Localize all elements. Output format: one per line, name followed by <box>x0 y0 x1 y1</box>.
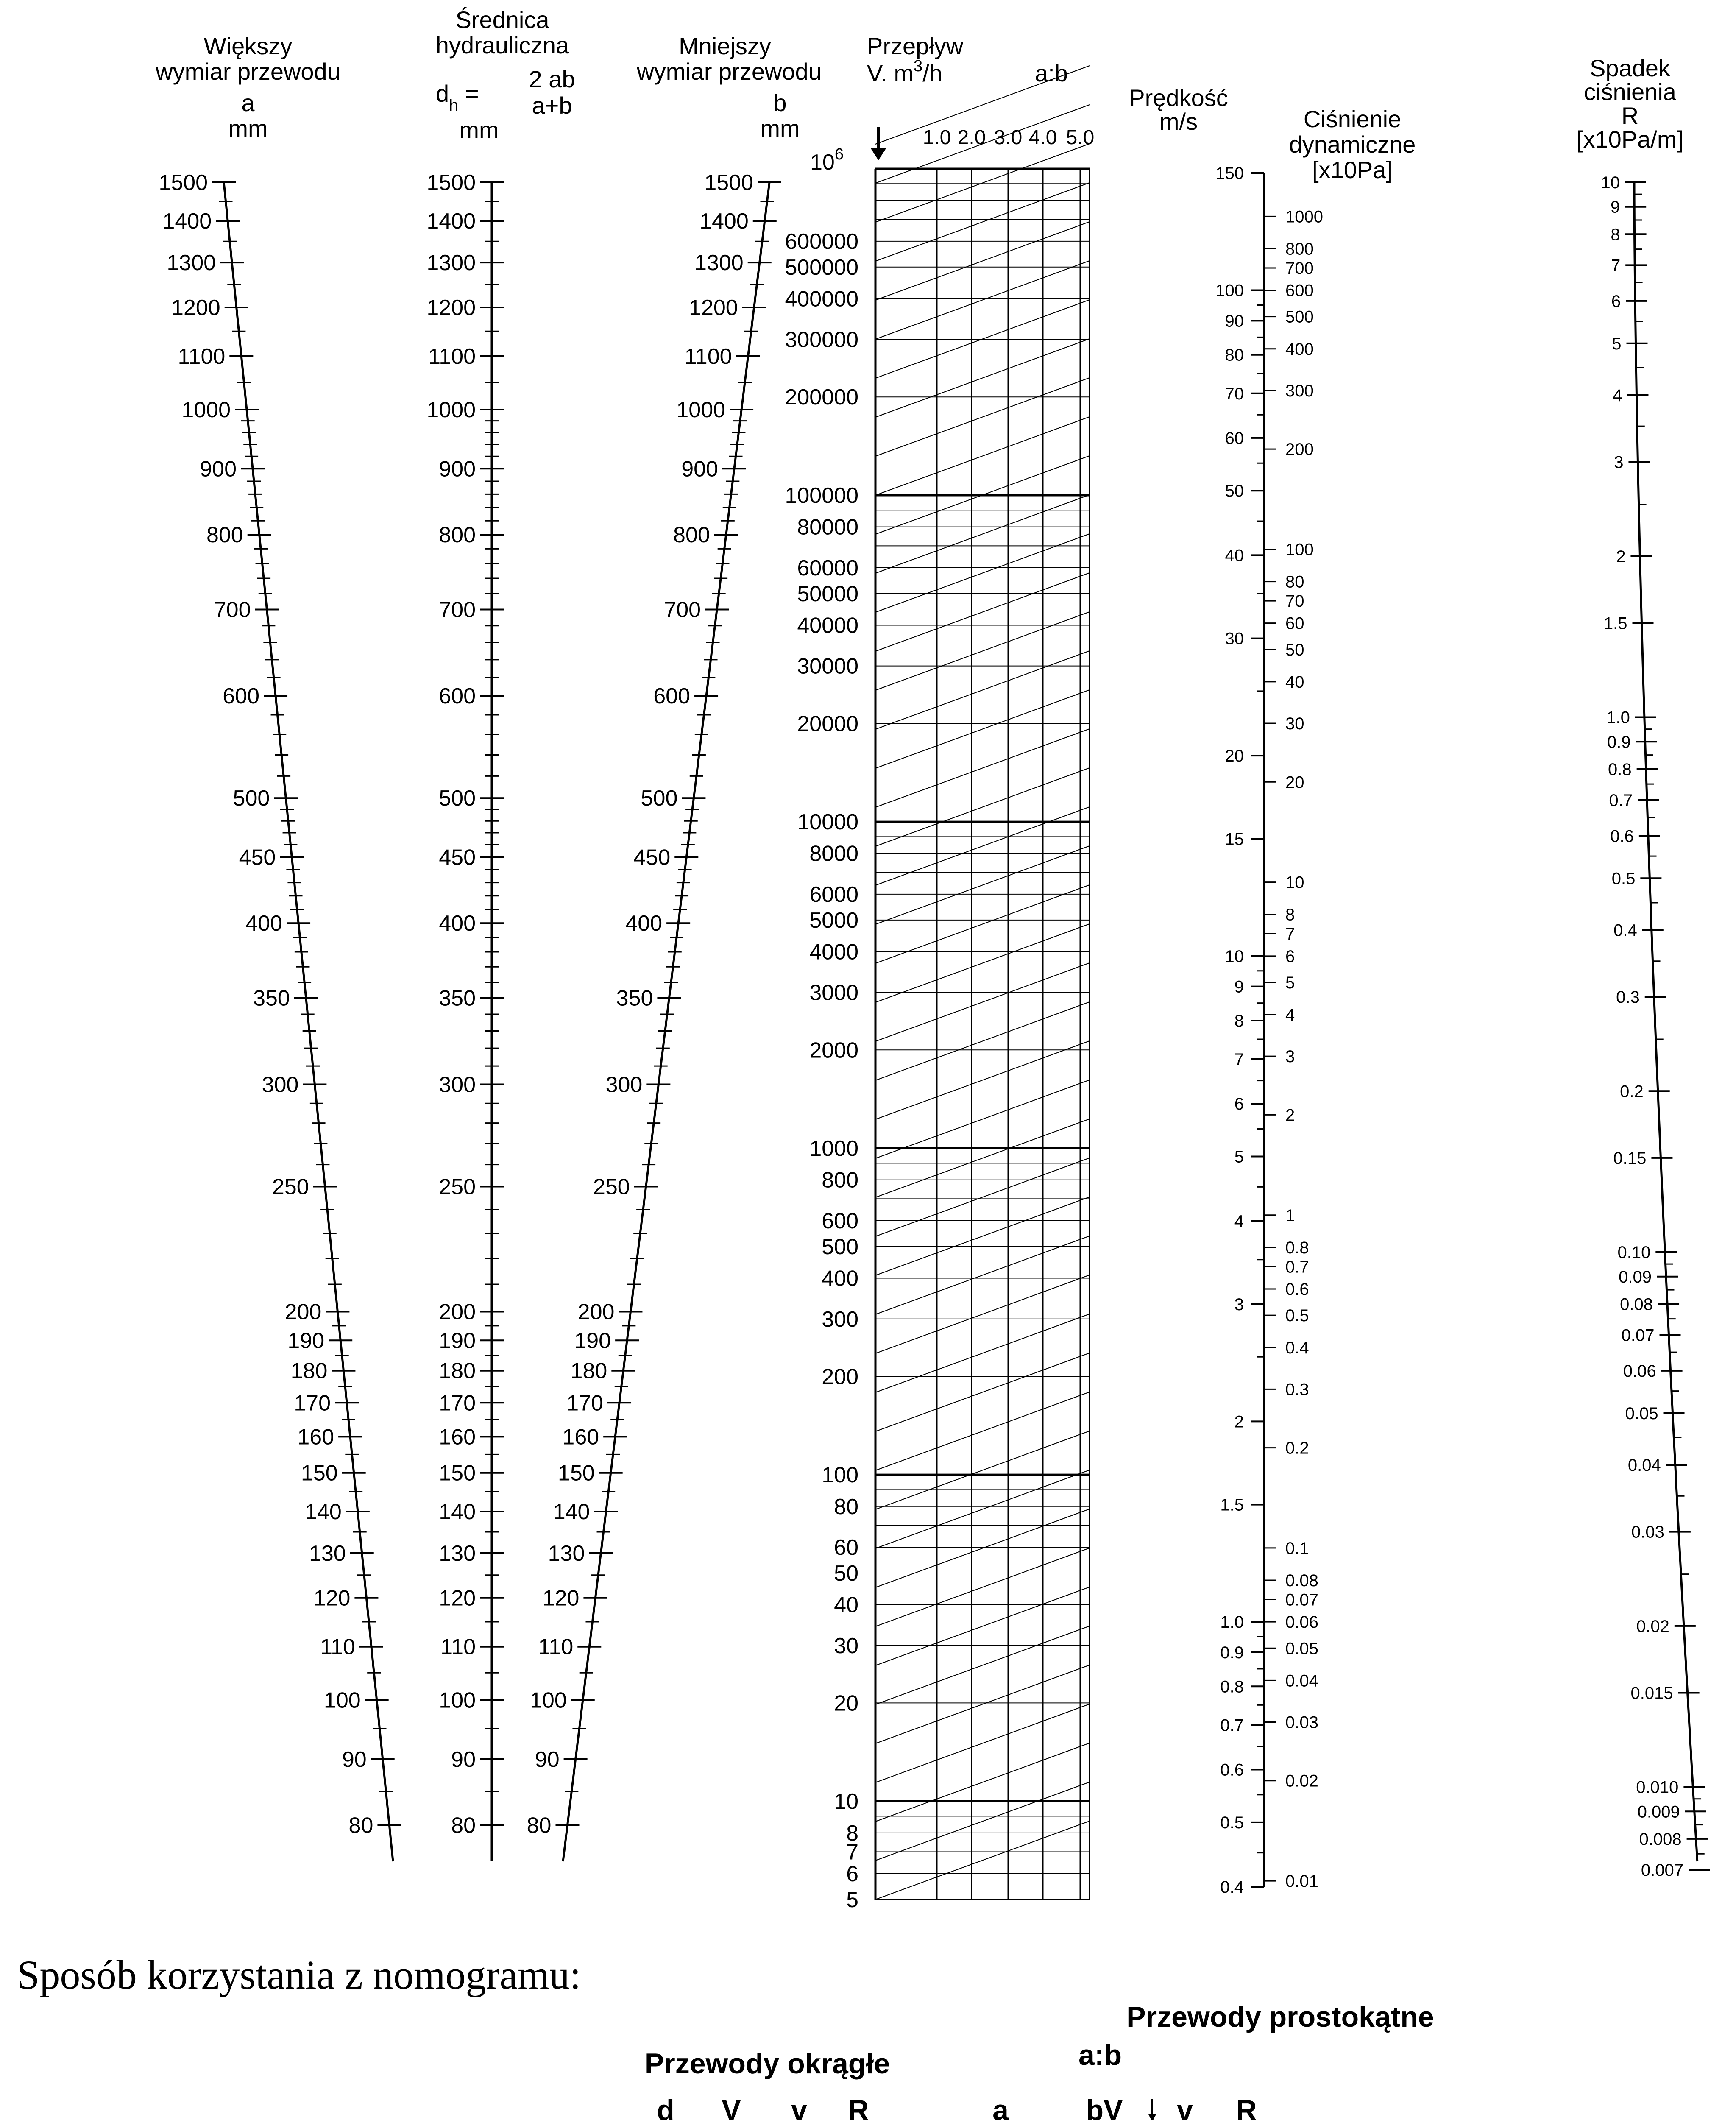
velocity-tick-label: 100 <box>1215 281 1244 300</box>
a-tick-label: 150 <box>301 1461 338 1486</box>
rect-ducts-subtitle: a:b <box>1078 2039 1122 2071</box>
b-tick-label: 250 <box>593 1174 630 1199</box>
drop-tick-label: 3 <box>1614 453 1624 472</box>
b-tick-label: 700 <box>664 597 701 622</box>
svg-text:a+b: a+b <box>532 92 572 119</box>
dh-tick-label: 350 <box>439 986 476 1011</box>
svg-text:[x10Pa]: [x10Pa] <box>1312 156 1393 183</box>
pressure-tick-label: 0.7 <box>1285 1258 1309 1277</box>
svg-text:dh =: $d_h$ = <box>436 80 479 115</box>
a-tick-label: 160 <box>297 1425 334 1450</box>
flow-tick-label: 50 <box>834 1561 858 1586</box>
a-tick-label: 1200 <box>171 295 220 320</box>
b-tick-label: 450 <box>633 845 671 870</box>
flow-tick-label: 10000 <box>797 810 858 835</box>
flow-tick-label: 300000 <box>785 327 858 352</box>
drop-tick-label: 6 <box>1611 292 1621 311</box>
a-tick-label: 90 <box>342 1747 367 1772</box>
dh-tick-label: 900 <box>439 457 476 482</box>
dh-tick-label: 1000 <box>426 397 476 422</box>
flow-tick-label: 400 <box>822 1266 858 1291</box>
dh-tick-label: 700 <box>439 597 476 622</box>
pressure-tick-label: 8 <box>1285 905 1295 924</box>
velocity-tick-label: 150 <box>1215 164 1244 183</box>
dh-tick-label: 100 <box>439 1688 476 1713</box>
dh-tick-label: 140 <box>439 1499 476 1524</box>
drop-tick-label: 0.05 <box>1625 1404 1658 1423</box>
pressure-tick-label: 0.07 <box>1285 1590 1318 1610</box>
ratio-labels <box>923 126 1095 149</box>
a-tick-label: 1100 <box>178 344 226 369</box>
velocity-tick-label: 0.4 <box>1220 1878 1244 1897</box>
svg-text:Mniejszy: Mniejszy <box>679 33 771 59</box>
flow-tick-label: 100000 <box>785 483 858 508</box>
flow-tick-label: 5000 <box>809 908 858 933</box>
a-tick-label: 180 <box>290 1358 328 1384</box>
b-tick-label: 300 <box>605 1072 643 1097</box>
ratio-label: 2.0 <box>957 126 986 149</box>
velocity-tick-label: 1.5 <box>1220 1495 1244 1515</box>
pressure-tick-label: 0.03 <box>1285 1713 1318 1732</box>
header-dynamic-pressure <box>1289 106 1416 183</box>
b-axis-line <box>563 182 769 1861</box>
flow-tick-label: 60 <box>834 1535 858 1560</box>
pressure-tick-label: 4 <box>1285 1006 1295 1025</box>
drop-tick-label: 4 <box>1613 386 1622 405</box>
flow-tick-label: 100 <box>822 1463 858 1488</box>
scale-labels <box>159 164 1683 1912</box>
dh-tick-label: 800 <box>439 522 476 547</box>
velocity-tick-label: 10 <box>1225 947 1244 966</box>
velocity-tick-label: 0.9 <box>1220 1643 1244 1662</box>
b-tick-label: 200 <box>577 1300 615 1325</box>
pressure-tick-label: 20 <box>1285 773 1304 792</box>
rect-ducts-labels <box>992 2094 1257 2120</box>
flow-tick-label: 8000 <box>809 841 858 866</box>
drop-tick-label: 7 <box>1611 256 1621 275</box>
svg-text:R: R <box>848 2094 869 2120</box>
pressure-tick-label: 0.6 <box>1285 1280 1309 1299</box>
flow-tick-label: 600000 <box>785 229 858 254</box>
velocity-tick-label: 5 <box>1234 1147 1244 1166</box>
drop-tick-label: 5 <box>1612 334 1622 353</box>
svg-text:Średnica: Średnica <box>455 6 549 33</box>
b-tick-label: 900 <box>681 457 718 482</box>
svg-text:v: v <box>1177 2094 1193 2120</box>
svg-text:Ciśnienie: Ciśnienie <box>1303 106 1402 132</box>
flow-tick-label: 1000 <box>809 1136 858 1161</box>
a-tick-label: 600 <box>223 684 260 709</box>
a-tick-label: 1300 <box>167 251 216 276</box>
b-tick-label: 170 <box>566 1391 604 1416</box>
down-arrow-icon <box>1148 2099 1156 2120</box>
svg-text:V. m3/h: V. $m^3/h$ <box>867 57 942 86</box>
pressure-tick-label: 0.08 <box>1285 1571 1318 1590</box>
velocity-tick-label: 20 <box>1225 747 1244 766</box>
drop-tick-label: 0.06 <box>1623 1361 1656 1381</box>
header-larger-dimension <box>155 33 340 142</box>
dh-tick-label: 1300 <box>426 251 476 276</box>
dh-tick-label: 400 <box>439 911 476 936</box>
pressure-tick-label: 0.06 <box>1285 1613 1318 1632</box>
dh-tick-label: 200 <box>439 1300 476 1325</box>
flow-tick-label: 600 <box>822 1208 858 1233</box>
dh-tick-label: 1100 <box>428 344 476 369</box>
a-tick-label: 190 <box>287 1328 325 1353</box>
velocity-tick-label: 60 <box>1225 429 1244 448</box>
b-tick-label: 800 <box>673 522 710 547</box>
velocity-tick-label: 30 <box>1225 629 1244 648</box>
pressure-tick-label: 50 <box>1285 640 1304 659</box>
pressure-tick-label: 0.8 <box>1285 1238 1309 1257</box>
velocity-tick-label: 0.7 <box>1220 1716 1244 1735</box>
pressure-tick-label: 600 <box>1285 281 1314 300</box>
flow-tick-label: 20000 <box>797 711 858 736</box>
velocity-tick-label: 0.5 <box>1220 1813 1244 1832</box>
drop-tick-label: 0.2 <box>1620 1082 1644 1101</box>
pressure-tick-label: 1000 <box>1285 207 1323 226</box>
a-axis-line <box>224 182 393 1861</box>
flow-tick-label: 3000 <box>809 980 858 1005</box>
pressure-tick-label: 10 <box>1285 873 1304 892</box>
flow-tick-label: 80 <box>834 1494 858 1519</box>
svg-text:R: R <box>1236 2094 1257 2120</box>
pressure-tick-label: 700 <box>1285 259 1314 278</box>
a-tick-label: 1000 <box>181 397 231 422</box>
flow-tick-label: 7 <box>846 1840 858 1865</box>
flow-tick-label: 30000 <box>797 654 858 679</box>
dh-tick-label: 170 <box>439 1391 476 1416</box>
pressure-tick-label: 200 <box>1285 440 1314 459</box>
drop-tick-label: 0.09 <box>1619 1267 1652 1286</box>
pressure-tick-label: 3 <box>1285 1047 1295 1066</box>
round-ducts-labels <box>657 2094 869 2120</box>
flow-top-label <box>810 145 844 175</box>
svg-text:v: v <box>791 2094 807 2120</box>
drop-tick-label: 0.08 <box>1620 1295 1653 1314</box>
drop-tick-label: 0.010 <box>1636 1778 1679 1797</box>
a-tick-label: 140 <box>305 1499 342 1524</box>
a-tick-label: 200 <box>284 1300 322 1325</box>
pressure-tick-label: 7 <box>1285 925 1295 944</box>
dh-tick-label: 80 <box>451 1813 476 1838</box>
velocity-tick-label: 80 <box>1225 346 1244 365</box>
dh-tick-label: 110 <box>440 1635 476 1660</box>
svg-text:ciśnienia: ciśnienia <box>1584 78 1676 105</box>
round-ducts-title: Przewody okrągłe <box>644 2047 890 2080</box>
drop-tick-label: 0.009 <box>1637 1802 1680 1822</box>
drop-axis-line <box>1634 182 1697 1861</box>
pressure-tick-label: 0.02 <box>1285 1771 1318 1791</box>
pressure-tick-label: 30 <box>1285 714 1304 734</box>
svg-text:m/s: m/s <box>1159 108 1198 135</box>
svg-text:2 ab: 2 ab <box>529 66 575 92</box>
drop-tick-label: 0.3 <box>1616 988 1640 1007</box>
header-hydraulic-diameter <box>436 6 588 143</box>
svg-text:a:b: a:b <box>1035 60 1068 86</box>
b-tick-label: 100 <box>530 1688 567 1713</box>
pressure-tick-label: 0.05 <box>1285 1639 1318 1658</box>
drop-tick-label: 0.07 <box>1621 1326 1655 1345</box>
flow-tick-label: 8 <box>846 1821 858 1846</box>
drop-tick-label: 0.7 <box>1609 791 1633 810</box>
svg-text:wymiar przewodu: wymiar przewodu <box>637 58 822 85</box>
drop-tick-label: 0.03 <box>1631 1523 1664 1542</box>
a-tick-label: 450 <box>239 845 276 870</box>
a-tick-label: 170 <box>294 1391 331 1416</box>
svg-text:mm: mm <box>760 115 800 142</box>
svg-text:mm: mm <box>459 117 499 143</box>
dh-tick-label: 120 <box>439 1586 476 1611</box>
usage-title: Sposób korzystania z nomogramu: <box>17 1952 581 1997</box>
pressure-tick-label: 5 <box>1285 973 1295 992</box>
b-tick-label: 1100 <box>684 344 732 369</box>
flow-tick-label: 40 <box>834 1593 858 1618</box>
a-tick-label: 80 <box>348 1813 373 1838</box>
velocity-tick-label: 4 <box>1234 1212 1244 1231</box>
svg-text:106: $10^6$ <box>810 145 844 175</box>
pressure-tick-label: 0.04 <box>1285 1671 1318 1690</box>
svg-text:a: a <box>241 89 255 116</box>
pressure-tick-label: 2 <box>1285 1106 1295 1125</box>
b-tick-label: 350 <box>616 986 653 1011</box>
b-tick-label: 1300 <box>694 251 744 276</box>
svg-text:mm: mm <box>228 115 268 142</box>
dh-tick-label: 190 <box>439 1328 476 1353</box>
flow-tick-label: 2000 <box>809 1038 858 1063</box>
svg-text:d: d <box>657 2094 674 2120</box>
flow-tick-label: 500 <box>822 1234 858 1259</box>
pressure-tick-label: 800 <box>1285 240 1314 259</box>
b-tick-label: 1200 <box>689 295 738 320</box>
dh-tick-label: 180 <box>439 1358 476 1384</box>
svg-text:V: V <box>722 2094 741 2120</box>
b-tick-label: 150 <box>557 1461 595 1486</box>
b-tick-label: 1000 <box>676 397 726 422</box>
svg-text:bV: bV <box>1086 2094 1123 2120</box>
dh-tick-label: 300 <box>439 1072 476 1097</box>
flow-tick-label: 6 <box>846 1862 858 1887</box>
drop-tick-label: 1.0 <box>1606 708 1630 727</box>
header-pressure-drop <box>1577 55 1683 153</box>
scale-ticks <box>212 173 1710 1887</box>
a-tick-label: 300 <box>262 1072 299 1097</box>
drop-tick-label: 0.02 <box>1636 1617 1669 1636</box>
dh-tick-label: 130 <box>439 1541 476 1566</box>
velocity-tick-label: 90 <box>1225 312 1244 331</box>
flow-tick-label: 30 <box>834 1633 858 1658</box>
velocity-tick-label: 1.0 <box>1220 1613 1244 1632</box>
drop-tick-label: 0.4 <box>1613 921 1637 940</box>
b-tick-label: 1400 <box>699 209 749 234</box>
rect-ducts-title: Przewody prostokątne <box>1126 2001 1434 2033</box>
dh-tick-label: 250 <box>439 1174 476 1199</box>
velocity-tick-label: 6 <box>1234 1095 1244 1114</box>
pressure-tick-label: 6 <box>1285 947 1295 966</box>
b-tick-label: 180 <box>570 1358 607 1384</box>
flow-tick-label: 200000 <box>785 385 858 410</box>
pressure-tick-label: 70 <box>1285 592 1304 611</box>
dh-tick-label: 500 <box>439 786 476 811</box>
velocity-tick-label: 9 <box>1234 977 1244 996</box>
ratio-label: 5.0 <box>1066 126 1095 149</box>
flow-tick-label: 5 <box>846 1888 858 1912</box>
svg-text:R: R <box>1621 102 1639 129</box>
flow-tick-label: 800 <box>822 1168 858 1193</box>
dh-tick-label: 1500 <box>426 170 476 195</box>
drop-tick-label: 0.007 <box>1641 1861 1683 1880</box>
svg-text:Większy: Większy <box>203 33 293 59</box>
velocity-tick-label: 7 <box>1234 1050 1244 1069</box>
pressure-tick-label: 60 <box>1285 614 1304 633</box>
velocity-tick-label: 0.8 <box>1220 1677 1244 1696</box>
drop-tick-label: 8 <box>1611 225 1620 244</box>
dh-tick-label: 150 <box>439 1461 476 1486</box>
b-tick-label: 190 <box>574 1328 611 1353</box>
svg-text:Spadek: Spadek <box>1590 55 1670 81</box>
down-arrow-icon <box>871 127 886 160</box>
header-velocity <box>1129 84 1228 135</box>
ratio-label: 1.0 <box>922 126 951 149</box>
a-tick-label: 100 <box>323 1688 361 1713</box>
velocity-tick-label: 70 <box>1225 384 1244 403</box>
b-tick-label: 1500 <box>704 170 753 195</box>
velocity-tick-label: 50 <box>1225 482 1244 501</box>
a-tick-label: 110 <box>320 1635 355 1660</box>
scale-axes <box>224 173 1697 1887</box>
drop-tick-label: 0.5 <box>1611 869 1636 888</box>
drop-tick-label: 0.8 <box>1608 760 1632 779</box>
velocity-tick-label: 40 <box>1225 546 1244 565</box>
flow-tick-label: 40000 <box>797 613 858 638</box>
dh-tick-label: 90 <box>451 1747 476 1772</box>
svg-text:Przepływ: Przepływ <box>867 33 964 59</box>
pressure-tick-label: 40 <box>1285 672 1304 692</box>
a-tick-label: 120 <box>313 1586 351 1611</box>
velocity-tick-label: 0.6 <box>1220 1760 1244 1780</box>
velocity-tick-label: 15 <box>1225 830 1244 849</box>
a-tick-label: 700 <box>214 597 251 622</box>
drop-tick-label: 10 <box>1601 173 1620 192</box>
b-tick-label: 140 <box>553 1499 590 1524</box>
drop-tick-label: 2 <box>1616 547 1626 566</box>
b-tick-label: 500 <box>641 786 678 811</box>
flow-tick-label: 400000 <box>785 287 858 312</box>
dh-tick-label: 450 <box>439 845 476 870</box>
flow-ratio-grid <box>875 66 1090 1900</box>
b-tick-label: 80 <box>527 1813 552 1838</box>
pressure-tick-label: 300 <box>1285 381 1314 400</box>
svg-text:dynamiczne: dynamiczne <box>1289 131 1416 158</box>
a-tick-label: 350 <box>253 986 290 1011</box>
flow-tick-label: 200 <box>822 1364 858 1389</box>
dh-tick-label: 1200 <box>426 295 476 320</box>
flow-tick-label: 80000 <box>797 515 858 540</box>
flow-tick-label: 4000 <box>809 940 858 965</box>
drop-tick-label: 0.04 <box>1627 1456 1661 1475</box>
pressure-tick-label: 0.3 <box>1285 1380 1309 1399</box>
b-tick-label: 110 <box>538 1635 574 1660</box>
svg-text:wymiar przewodu: wymiar przewodu <box>156 58 340 85</box>
flow-tick-label: 6000 <box>809 882 858 907</box>
velocity-tick-label: 8 <box>1234 1011 1244 1030</box>
svg-text:b: b <box>773 89 787 116</box>
flow-tick-label: 10 <box>834 1789 858 1814</box>
a-tick-label: 1500 <box>159 170 208 195</box>
svg-text:hydrauliczna: hydrauliczna <box>435 32 569 59</box>
header-flow <box>867 33 1068 86</box>
flow-tick-label: 20 <box>834 1691 858 1716</box>
drop-tick-label: 9 <box>1610 198 1620 217</box>
b-tick-label: 600 <box>653 684 691 709</box>
velocity-tick-label: 2 <box>1234 1412 1244 1431</box>
b-tick-label: 400 <box>625 911 663 936</box>
drop-tick-label: 0.10 <box>1617 1243 1651 1262</box>
drop-tick-label: 0.015 <box>1630 1684 1673 1703</box>
drop-tick-label: 0.6 <box>1610 827 1634 846</box>
a-tick-label: 900 <box>200 457 237 482</box>
dh-tick-label: 600 <box>439 684 476 709</box>
b-tick-label: 90 <box>535 1747 560 1772</box>
pressure-tick-label: 0.5 <box>1285 1306 1309 1325</box>
flow-tick-label: 60000 <box>797 555 858 580</box>
svg-text:[x10Pa/m]: [x10Pa/m] <box>1576 126 1684 153</box>
svg-text:Prędkość: Prędkość <box>1129 84 1228 111</box>
dh-tick-label: 160 <box>439 1425 476 1450</box>
pressure-tick-label: 80 <box>1285 572 1304 591</box>
a-tick-label: 250 <box>272 1174 309 1199</box>
header-smaller-dimension <box>636 33 822 142</box>
b-tick-label: 120 <box>542 1586 580 1611</box>
b-tick-label: 130 <box>548 1541 585 1566</box>
pressure-tick-label: 0.4 <box>1285 1339 1309 1358</box>
flow-tick-label: 500000 <box>785 255 858 280</box>
ratio-label: 4.0 <box>1028 126 1057 149</box>
drop-tick-label: 0.9 <box>1607 733 1631 752</box>
dh-tick-label: 1400 <box>426 209 476 234</box>
b-tick-label: 160 <box>562 1425 599 1450</box>
a-tick-label: 130 <box>309 1541 346 1566</box>
pressure-tick-label: 0.1 <box>1285 1539 1309 1558</box>
ratio-label: 3.0 <box>994 126 1023 149</box>
flow-tick-label: 300 <box>822 1307 858 1332</box>
a-tick-label: 400 <box>245 911 283 936</box>
a-tick-label: 800 <box>206 522 243 547</box>
svg-text:a: a <box>992 2094 1009 2120</box>
flow-tick-label: 50000 <box>797 581 858 606</box>
pressure-tick-label: 0.2 <box>1285 1439 1309 1458</box>
a-tick-label: 1400 <box>162 209 212 234</box>
a-tick-label: 500 <box>233 786 270 811</box>
pressure-tick-label: 0.01 <box>1285 1872 1318 1891</box>
pressure-tick-label: 400 <box>1285 340 1314 359</box>
pressure-tick-label: 100 <box>1285 540 1314 559</box>
drop-tick-label: 0.15 <box>1613 1149 1647 1168</box>
drop-tick-label: 0.008 <box>1639 1830 1682 1849</box>
pressure-tick-label: 500 <box>1285 307 1314 326</box>
pressure-tick-label: 1 <box>1285 1206 1295 1225</box>
velocity-tick-label: 3 <box>1234 1295 1244 1314</box>
drop-tick-label: 1.5 <box>1603 614 1627 633</box>
